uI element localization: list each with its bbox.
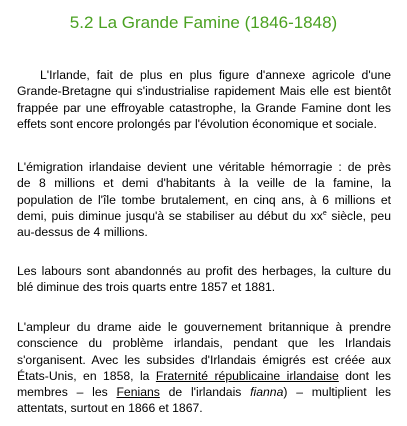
paragraph-line: L'Irlande, fait de plus en plus figure d'annexe agricole d'une	[40, 68, 391, 82]
paragraph-line: population de l'île tombe brutalement, en cinq ans, à 6 millions et	[17, 192, 391, 207]
text-fragment: siècle, peu	[326, 208, 391, 223]
text-fragment: membres – les	[17, 385, 117, 400]
paragraph-line: frappée par une effroyable catastrophe, la Grande Famine dont les	[17, 100, 391, 115]
paragraph-line: attentats, surtout en 1866 et 1867.	[17, 401, 203, 416]
paragraph-emigration	[17, 159, 391, 240]
paragraph-line: Les labours sont abandonnés au profit des herbages, la culture du	[17, 264, 391, 278]
paragraph-line: conscience du problème irlandais, pendant que les Irlandais	[17, 336, 391, 351]
link-fenians[interactable]: Fenians	[116, 385, 160, 400]
paragraph-line	[17, 208, 391, 224]
paragraph-line: L'ampleur du drame aide le gouvernement britannique à prendre	[17, 320, 391, 334]
paragraph-line: de 8 millions et demi d'habitants à la veille de la famine, la	[17, 176, 391, 191]
text-fragment: dont les	[338, 368, 391, 383]
paragraph-line: Grande-Bretagne qui s'industrialise rapidement Mais elle est bientôt	[17, 84, 391, 99]
paragraph-line: au-dessus de 4 millions.	[17, 225, 148, 240]
section-title: 5.2 La Grande Famine (1846-1848)	[69, 13, 338, 32]
text-fragment: demi, puis diminue jusqu'à se stabiliser au début du xx	[17, 208, 323, 223]
paragraph-line	[17, 368, 391, 384]
text-fragment: États-Unis, en 1858, la	[17, 368, 156, 383]
paragraph-ampleur-drame	[17, 319, 391, 417]
paragraph-line: s'organisent. Avec les subsides d'Irlandais émigrés est créée aux	[17, 352, 391, 367]
italic-term-fianna: fianna	[250, 385, 284, 400]
text-fragment: ) – multiplient les	[283, 385, 391, 400]
century-superscript: e	[322, 209, 327, 217]
paragraph-grande-famine-intro	[17, 67, 391, 132]
text-fragment: de l'irlandais	[159, 385, 251, 400]
paragraph-line: L'émigration irlandaise devient une véritable hémorragie : de près	[17, 160, 391, 174]
paragraph-line: blé diminue des trois quarts entre 1857 et 1881.	[17, 280, 276, 295]
paragraph-line	[17, 384, 391, 400]
paragraph-labours	[17, 263, 391, 296]
link-fraternite-republicaine-irlandaise[interactable]: Fraternité républicaine irlandaise	[155, 368, 339, 383]
paragraph-line: effets sont encore prolongés par l'évolution économique et sociale.	[17, 116, 377, 131]
